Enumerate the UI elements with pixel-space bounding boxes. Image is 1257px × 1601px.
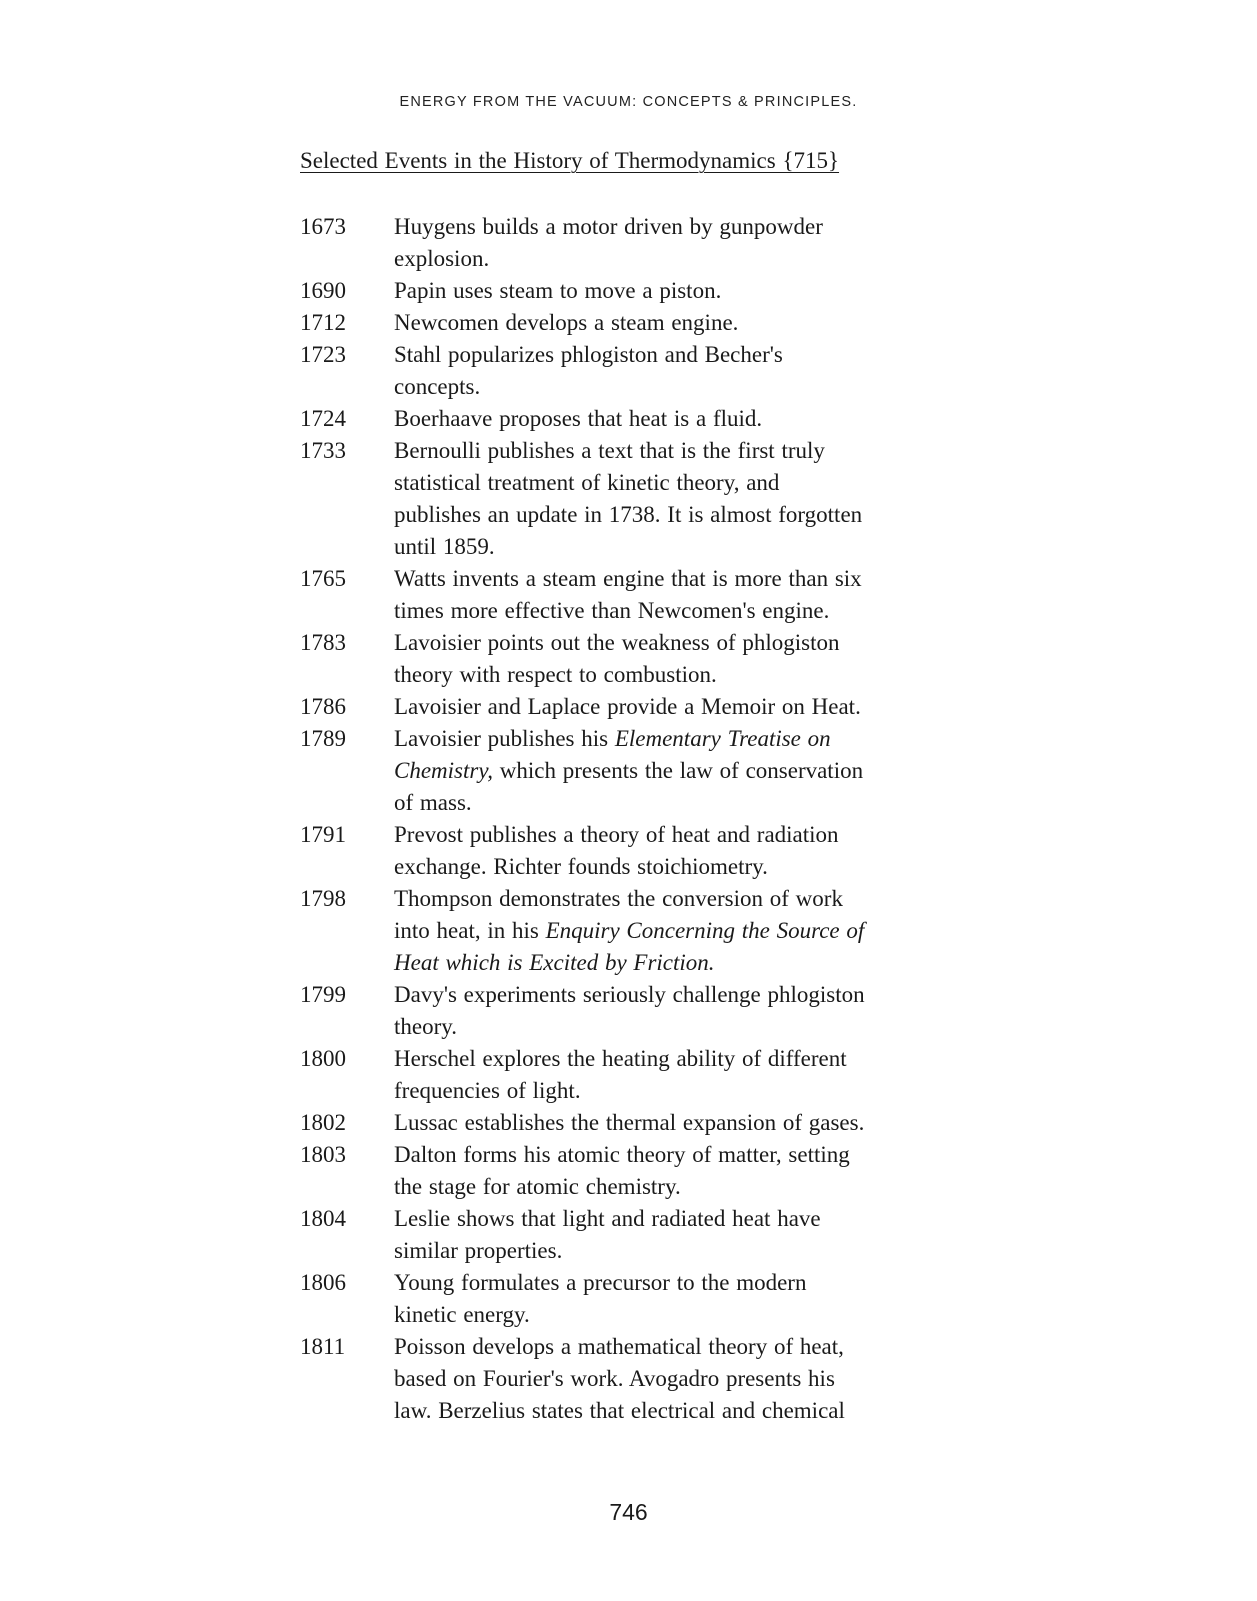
event-text: Lavoisier points out the weakness of phlogiston theory with respect to combustion.: [394, 630, 840, 687]
event-description: [394, 339, 965, 403]
event-entry: [300, 403, 965, 435]
event-entry: [300, 563, 965, 627]
event-work-title: Elementary Treatise on Chemistry,: [394, 726, 831, 783]
event-text: Stahl popularizes phlogiston and Becher's concepts.: [394, 342, 783, 399]
event-entry: [300, 883, 965, 979]
event-year: 1799: [300, 982, 346, 1007]
event-description: [394, 979, 965, 1043]
event-year: 1806: [300, 1270, 346, 1295]
event-description: [394, 627, 965, 691]
event-text: Prevost publishes a theory of heat and radiation exchange. Richter founds stoichiometry.: [394, 822, 839, 879]
event-description: [394, 1203, 965, 1267]
event-year: 1783: [300, 630, 346, 655]
event-text: Dalton forms his atomic theory of matter, setting the stage for atomic chemistry.: [394, 1142, 850, 1199]
event-text: which presents the law of conservation of mass.: [394, 758, 864, 815]
event-entry: [300, 723, 965, 819]
event-year: 1803: [300, 1142, 346, 1167]
event-description: [394, 883, 965, 979]
event-entry: [300, 1203, 965, 1267]
event-entry: [300, 627, 965, 691]
event-text: Herschel explores the heating ability of different frequencies of light.: [394, 1046, 847, 1103]
event-text: Thompson demonstrates the conversion of work into heat, in his: [394, 886, 843, 943]
event-description: [394, 1043, 965, 1107]
event-entry: [300, 691, 965, 723]
event-year: 1724: [300, 406, 346, 431]
event-year: 1789: [300, 726, 346, 751]
event-year: 1765: [300, 566, 346, 591]
event-entry: [300, 819, 965, 883]
event-text: Newcomen develops a steam engine.: [394, 310, 739, 335]
event-text: Huygens builds a motor driven by gunpowder explosion.: [394, 214, 823, 271]
event-year: 1723: [300, 342, 346, 367]
event-entry: [300, 211, 965, 275]
event-entry: [300, 1331, 965, 1427]
event-description: [394, 1139, 965, 1203]
event-description: [394, 1331, 965, 1427]
event-year: 1791: [300, 822, 346, 847]
event-entry: [300, 1139, 965, 1203]
event-year: 1712: [300, 310, 346, 335]
event-text: Watts invents a steam engine that is more than six times more effective than Newcomen's engine.: [394, 566, 862, 623]
event-year: 1673: [300, 214, 346, 239]
event-text: Papin uses steam to move a piston.: [394, 278, 722, 303]
event-year: 1798: [300, 886, 346, 911]
event-entry: [300, 979, 965, 1043]
event-year: 1733: [300, 438, 346, 463]
event-entry: [300, 1043, 965, 1107]
event-year: 1800: [300, 1046, 346, 1071]
event-work-title: Enquiry Concerning the Source of Heat which is Excited by Friction.: [394, 918, 865, 975]
event-entry: [300, 307, 965, 339]
event-text: Young formulates a precursor to the modern kinetic energy.: [394, 1270, 807, 1327]
event-entry: [300, 1107, 965, 1139]
event-text: Lavoisier publishes his: [394, 726, 615, 751]
event-year: 1786: [300, 694, 346, 719]
event-text: Lussac establishes the thermal expansion of gases.: [394, 1110, 865, 1135]
event-text: Poisson develops a mathematical theory of heat, based on Fourier's work. Avogadro presents his law. Berzelius states that electrical and chemical: [394, 1334, 845, 1423]
event-entry: [300, 339, 965, 403]
event-description: [394, 275, 965, 307]
event-description: [394, 563, 965, 627]
event-description: [394, 691, 965, 723]
event-year: 1690: [300, 278, 346, 303]
event-year: 1804: [300, 1206, 346, 1231]
event-text: Lavoisier and Laplace provide a Memoir on Heat.: [394, 694, 861, 719]
event-entry: [300, 275, 965, 307]
event-entry: [300, 435, 965, 563]
event-description: [394, 435, 965, 563]
event-text: Davy's experiments seriously challenge phlogiston theory.: [394, 982, 865, 1039]
event-description: [394, 819, 965, 883]
event-year: 1802: [300, 1110, 346, 1135]
event-text: Boerhaave proposes that heat is a fluid.: [394, 406, 763, 431]
section-title: Selected Events in the History of Thermodynamics {715}: [300, 148, 840, 173]
event-text: Bernoulli publishes a text that is the first truly statistical treatment of kinetic theory, and publishes an update in 1738. It is almost forgotten until 1859.: [394, 438, 863, 559]
page-number: 746: [609, 1499, 648, 1525]
event-year: 1811: [300, 1334, 346, 1359]
event-description: [394, 307, 965, 339]
event-entry: [300, 1267, 965, 1331]
event-description: [394, 1267, 965, 1331]
event-description: [394, 403, 965, 435]
running-header: ENERGY FROM THE VACUUM: CONCEPTS & PRINCIPLES.: [399, 94, 858, 110]
event-description: [394, 1107, 965, 1139]
event-description: [394, 723, 965, 819]
event-description: [394, 211, 965, 275]
events-timeline: [300, 211, 965, 1427]
event-text: Leslie shows that light and radiated heat have similar properties.: [394, 1206, 821, 1263]
